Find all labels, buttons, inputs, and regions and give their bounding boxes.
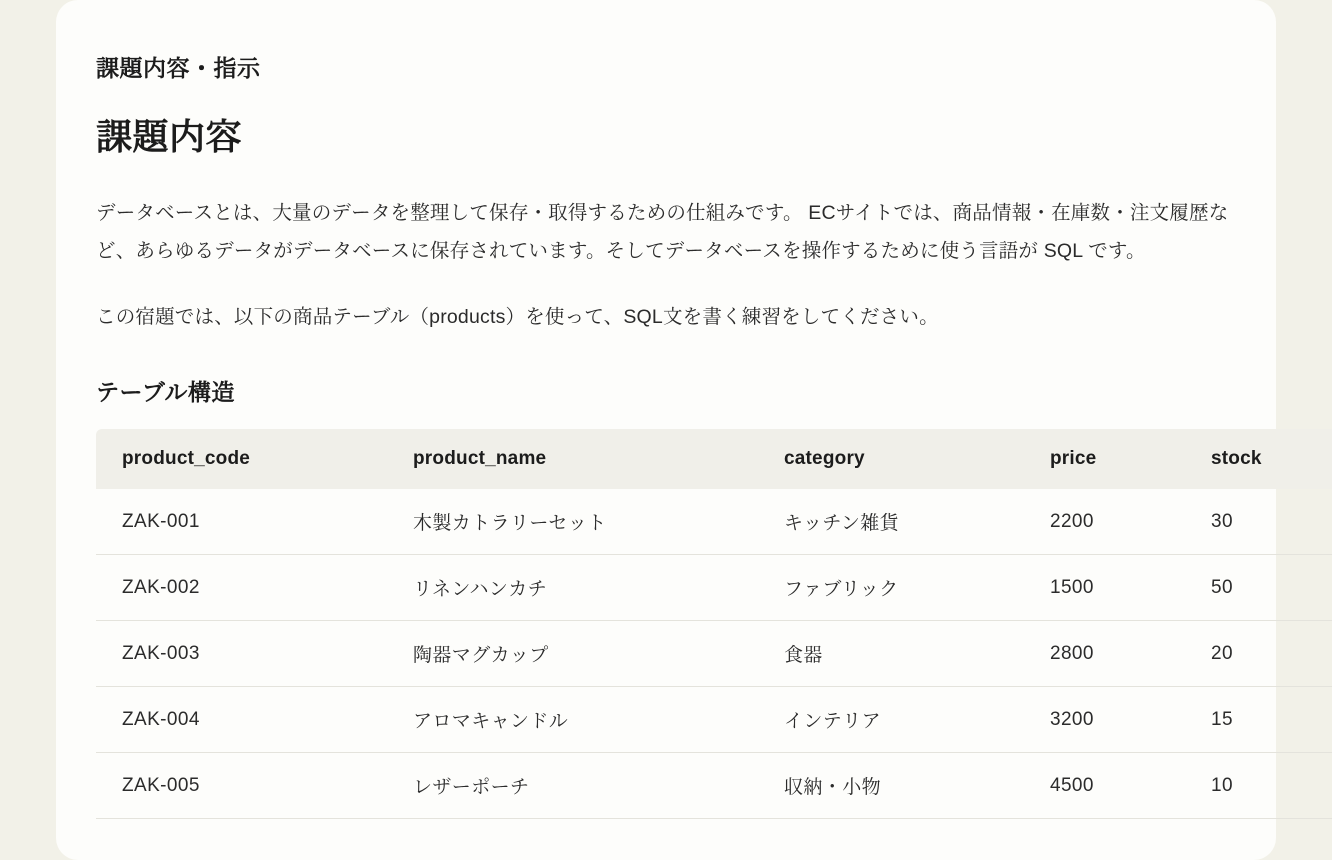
column-header-category: category: [758, 429, 1024, 489]
cell-product-name: 陶器マグカップ: [387, 621, 758, 687]
cell-stock: 20: [1185, 621, 1332, 687]
table-header-row: [96, 429, 1332, 489]
table-structure-heading: テーブル構造: [96, 379, 235, 406]
table-row: [96, 555, 1332, 621]
cell-stock: 30: [1185, 489, 1332, 555]
table-row: [96, 753, 1332, 819]
column-header-stock: stock: [1185, 429, 1332, 489]
cell-price: 3200: [1024, 687, 1185, 753]
table-header: [96, 429, 1332, 489]
cell-category: 収納・小物: [758, 753, 1024, 819]
cell-stock: 15: [1185, 687, 1332, 753]
column-header-price: price: [1024, 429, 1185, 489]
cell-category: ファブリック: [758, 555, 1024, 621]
table-body: [96, 489, 1332, 819]
content-card: [56, 0, 1276, 860]
intro-paragraph-2: この宿題では、以下の商品テーブル（products）を使って、SQL文を書く練習をしてください。: [96, 306, 939, 329]
cell-price: 1500: [1024, 555, 1185, 621]
products-table: [96, 429, 1332, 819]
intro-paragraph-1: データベースとは、大量のデータを整理して保存・取得するための仕組みです。 ECサイトでは、商品情報・在庫数・注文履歴など、あらゆるデータがデータベースに保存されています。そしてデータベースを操作するために使う言語が SQL です。: [96, 202, 1229, 263]
cell-product-code: ZAK-001: [96, 489, 387, 555]
cell-product-code: ZAK-004: [96, 687, 387, 753]
cell-price: 2800: [1024, 621, 1185, 687]
column-header-product-name: product_name: [387, 429, 758, 489]
cell-product-name: リネンハンカチ: [387, 555, 758, 621]
cell-product-name: レザーポーチ: [387, 753, 758, 819]
cell-price: 4500: [1024, 753, 1185, 819]
cell-product-code: ZAK-002: [96, 555, 387, 621]
cell-product-name: 木製カトラリーセット: [387, 489, 758, 555]
cell-category: インテリア: [758, 687, 1024, 753]
cell-category: 食器: [758, 621, 1024, 687]
cell-product-code: ZAK-003: [96, 621, 387, 687]
column-header-product-code: product_code: [96, 429, 387, 489]
cell-stock: 50: [1185, 555, 1332, 621]
cell-stock: 10: [1185, 753, 1332, 819]
page-title: 課題内容: [96, 116, 243, 157]
table-row: [96, 621, 1332, 687]
table-row: [96, 687, 1332, 753]
section-label: 課題内容・指示: [96, 55, 261, 81]
cell-category: キッチン雑貨: [758, 489, 1024, 555]
cell-product-code: ZAK-005: [96, 753, 387, 819]
table-row: [96, 489, 1332, 555]
cell-price: 2200: [1024, 489, 1185, 555]
cell-product-name: アロマキャンドル: [387, 687, 758, 753]
